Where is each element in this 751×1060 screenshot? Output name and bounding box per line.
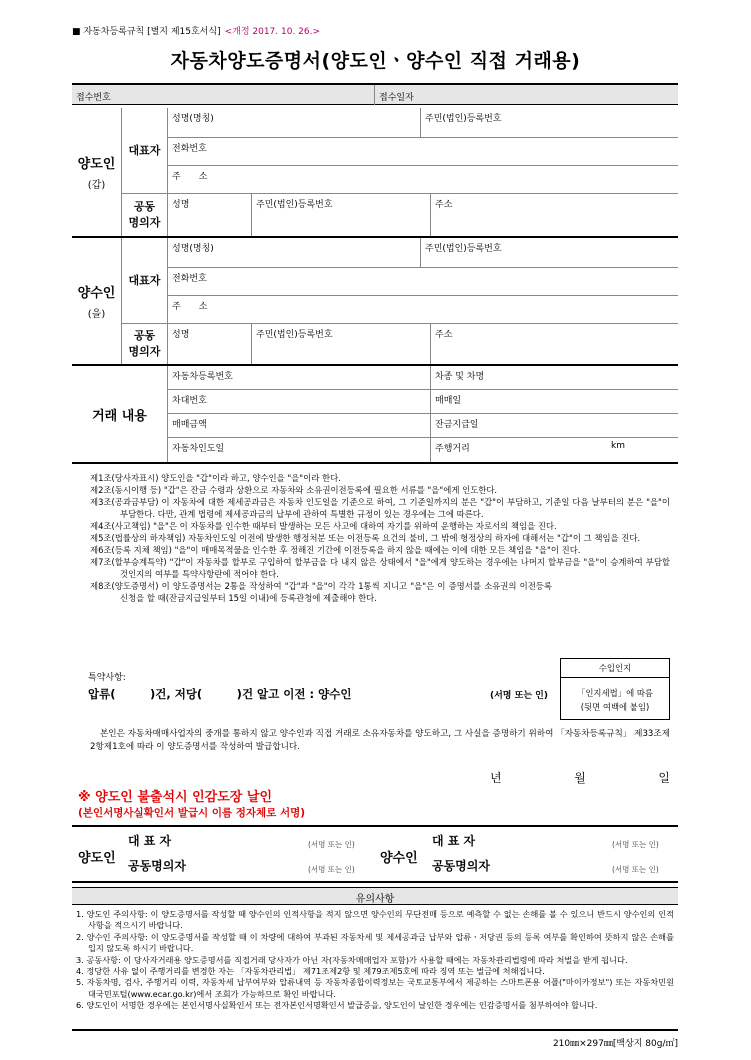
clause-1: 제1조(당사자표시) 양도인을 "갑"이라 하고, 양수인을 "을"이라 한다. bbox=[90, 473, 341, 483]
transferee-label: 양수인 (을) bbox=[72, 238, 122, 364]
sign-transferor-label: 양도인 bbox=[78, 851, 116, 866]
sign-transferee-co: 공동명의자 bbox=[432, 859, 490, 873]
date-year: 년 bbox=[490, 771, 502, 785]
clause-7: 제7조(할부승계특약) "갑"이 자동차를 할부로 구입하여 할부금을 다 내지 않은 상태에서 "을"에게 양도하는 경우에는 나머지 할부금을 "을"이 승계하여 부담할 것인지의 여부를 특약사항란에 적어야 한다. bbox=[90, 557, 670, 579]
transferor-section bbox=[72, 108, 678, 238]
caution-6: 6. 양도인이 서명한 경우에는 본인서명사실확인서 또는 전자본인서명확인서 발급증을, 양도인이 날인한 경우에는 인감증명서를 첨부하여야 합니다. bbox=[76, 1000, 598, 1011]
paper-spec: 210㎜×297㎜[백상지 80g/㎡] bbox=[552, 1039, 678, 1049]
caution-2: 2. 양수인 주의사항: 이 양도증명서를 작성할 때 이 차량에 대하여 부과된 자동차세 및 제세공과금 납부와 압류ㆍ저당권 등의 등록 여부를 확인하여 뜻하지 않은 손해를 입지 않도록 하시기 바랍니다. bbox=[76, 931, 674, 954]
sale-amount-field[interactable]: 매매금액 bbox=[168, 414, 431, 438]
page-title: 자동차양도증명서(양도인ㆍ양수인 직접 거래용) bbox=[170, 50, 581, 72]
transferee-co-id-field[interactable]: 주민(법인)등록번호 bbox=[252, 324, 431, 364]
transferor-address-field[interactable]: 주 소 bbox=[168, 166, 678, 194]
form-ref-text: ■ 자동차등록규칙 [별지 제15호서식] bbox=[72, 27, 221, 37]
transferor-co-name-field[interactable]: 성명 bbox=[168, 194, 252, 236]
transferee-address-field[interactable]: 주 소 bbox=[168, 296, 678, 324]
revision-date: <개정 2017. 10. 26.> bbox=[224, 27, 321, 37]
mileage-field[interactable] bbox=[431, 438, 678, 462]
receipt-row bbox=[72, 83, 678, 105]
stamp-line-2: (뒷면 여백에 붙임) bbox=[580, 702, 650, 712]
transferor-rep-label: 대표자 bbox=[122, 108, 168, 194]
transaction-section bbox=[72, 366, 678, 464]
vin-field[interactable]: 차대번호 bbox=[168, 390, 431, 414]
cautions-title: 유의사항 bbox=[72, 887, 678, 905]
signature-notice: (본인서명사실확인서 발급시 이름 정자체로 서명) bbox=[78, 807, 306, 819]
transferee-co-label: 공동 명의자 bbox=[122, 324, 168, 364]
transferee-rep-label: 대표자 bbox=[122, 238, 168, 324]
declaration-text: 본인은 자동차매매사업자의 중개를 통하지 않고 양수인과 직접 거래로 소유자동차를 양도하고, 그 사실을 증명하기 위하여 「자동차등록규칙」 제33조제2항제1호에 따라 이 양도증명서를 작성하여 발급합니다. bbox=[90, 729, 670, 752]
transferee-phone-field[interactable]: 전화번호 bbox=[168, 268, 678, 296]
sign-transferor-co: 공동명의자 bbox=[128, 859, 186, 873]
clause-5: 제5조(법률상의 하자책임) 자동차인도일 이전에 발생한 행정처분 또는 이전등록 요건의 불비, 그 밖에 형정상의 하자에 대해서는 "갑"이 그 책임을 진다. bbox=[90, 533, 641, 543]
stamp-title: 수입인지 bbox=[561, 659, 669, 678]
transferee-id-field[interactable]: 주민(법인)등록번호 bbox=[421, 238, 678, 268]
clause-3: 제3조(공과금부담) 이 자동차에 대한 제세공과금은 자동차 인도일을 기준으로 하여, 그 기준일까지의 분은 "갑"이 부담하고, 기준일 다음 날부터의 분은 "을"이 부담한다. 다만, 관계 법령에 제세공과금의 납부에 관하여 특별한 규정이 있는 경우에는 그에 따른다. bbox=[90, 497, 670, 519]
transferor-co-address-field[interactable]: 주소 bbox=[435, 200, 453, 210]
clause-2: 제2조(동시이행 등) "갑"은 잔금 수령과 상환으로 자동차와 소유권이전등록에 필요한 서류를 "을"에게 인도한다. bbox=[90, 485, 498, 495]
balance-date-field[interactable]: 잔금지급일 bbox=[431, 414, 678, 438]
transferor-phone-field[interactable]: 전화번호 bbox=[168, 138, 678, 166]
mileage-label: 주행거리 bbox=[435, 444, 470, 454]
clause-4: 제4조(사고책임) "을"은 이 자동차를 인수한 때부터 발생하는 모든 사고에 대하여 자기를 위하여 운행하는 자로서의 책임을 진다. bbox=[90, 521, 557, 531]
transferor-id-field[interactable]: 주민(법인)등록번호 bbox=[421, 108, 678, 138]
bottom-rule bbox=[72, 1029, 678, 1031]
transferor-name-field[interactable]: 성명(명칭) bbox=[168, 108, 421, 138]
special-sign-note: (서명 또는 인) bbox=[490, 691, 548, 701]
cautions-list bbox=[76, 909, 674, 1012]
transferee-sub: (을) bbox=[87, 309, 106, 320]
sign-transferee-rep: 대 표 자 bbox=[432, 834, 476, 848]
seal-notice: ※ 양도인 불출석시 인감도장 날인 bbox=[78, 790, 272, 805]
caution-1: 1. 양도인 주의사항: 이 양도증명서를 작성할 때 양수인의 인적사항을 적지 않으면 양수인의 무단전매 등으로 예측할 수 없는 손해를 볼 수 있으니 반드시 양수인의 인적사항을 적으시기 바랍니다. bbox=[76, 909, 674, 931]
transferee-co-address-field[interactable]: 주소 bbox=[435, 330, 453, 340]
transferee-section bbox=[72, 238, 678, 366]
receipt-date-label: 접수일자 bbox=[379, 93, 414, 103]
transaction-label: 거래 내용 bbox=[72, 366, 168, 462]
caution-4: 4. 정당한 사유 없이 주행거리를 변경한 자는 「자동차관리법」 제71조제2항 및 제79조제5호에 따라 징역 또는 벌금에 처해집니다. bbox=[76, 966, 545, 977]
date-month: 월 bbox=[574, 771, 586, 785]
special-terms-label: 특약사항: bbox=[88, 673, 126, 683]
transferor-sub: (갑) bbox=[87, 180, 106, 191]
clause-8: 제8조(양도증명서) 이 양도증명서는 2통을 작성하여 "갑"과 "을"이 각각 1통씩 지니고 "을"은 이 증명서를 소유권의 이전등록 신청을 할 때(잔금지급일부터 15일 이내)에 등록관청에 제출해야 한다. bbox=[90, 581, 552, 603]
stamp-line-1: 「인지세법」에 따름 bbox=[576, 688, 654, 698]
transferee-name-field[interactable]: 성명(명칭) bbox=[168, 238, 421, 268]
mileage-unit: km bbox=[611, 441, 625, 451]
caution-5: 5. 자동차명, 검사, 주행거리 이력, 자동차세 납부여부와 압류내역 등 자동차종합이력정보는 국토교통부에서 제공하는 스마트폰용 어플("마이카정보") 또는 자동차민원대국민포털(www.ecar.go.kr)에서 조회가 가능하므로 확인 바랍니다. bbox=[76, 977, 674, 999]
transferee-co-name-field[interactable]: 성명 bbox=[168, 324, 252, 364]
receipt-number-label: 접수번호 bbox=[76, 93, 111, 103]
clauses bbox=[90, 472, 670, 604]
special-terms-line[interactable]: 압류( )건, 저당( )건 알고 이전 : 양수인 bbox=[88, 687, 352, 701]
date-line[interactable] bbox=[490, 769, 670, 786]
sign-transferor-rep-hint[interactable]: (서명 또는 인) bbox=[308, 840, 355, 849]
transferor-co-label: 공동 명의자 bbox=[122, 194, 168, 236]
transferor-label: 양도인 (갑) bbox=[72, 108, 122, 236]
sign-transferee-rep-hint[interactable]: (서명 또는 인) bbox=[612, 840, 659, 849]
revenue-stamp-box bbox=[560, 658, 670, 720]
sign-transferee-label: 양수인 bbox=[380, 851, 418, 866]
clause-6: 제6조(등록 지체 책임) "을"이 매매목적물을 인수한 후 정해진 기간에 이전등록을 하지 않을 때에는 이에 대한 모든 책임을 "을"이 진다. bbox=[90, 545, 581, 555]
form-reference bbox=[72, 24, 320, 37]
sign-transferor-co-hint[interactable]: (서명 또는 인) bbox=[308, 865, 355, 874]
reg-number-field[interactable]: 자동차등록번호 bbox=[168, 366, 431, 390]
date-day: 일 bbox=[658, 771, 670, 785]
transferor-co-id-field[interactable]: 주민(법인)등록번호 bbox=[252, 194, 431, 236]
sale-date-field[interactable]: 매매일 bbox=[431, 390, 678, 414]
sign-transferor-rep: 대 표 자 bbox=[128, 834, 172, 848]
car-type-field[interactable]: 차종 및 차명 bbox=[431, 366, 678, 390]
sign-transferee-co-hint[interactable]: (서명 또는 인) bbox=[612, 865, 659, 874]
delivery-date-field[interactable]: 자동차인도일 bbox=[168, 438, 431, 462]
caution-3: 3. 공동사항: 이 당사자거래용 양도증명서를 직접거래 당사자가 아닌 자(자동차매매업자 포함)가 사용할 때에는 자동차관리법령에 따라 처벌을 받게 됩니다. bbox=[76, 954, 628, 965]
signature-box bbox=[72, 825, 678, 883]
